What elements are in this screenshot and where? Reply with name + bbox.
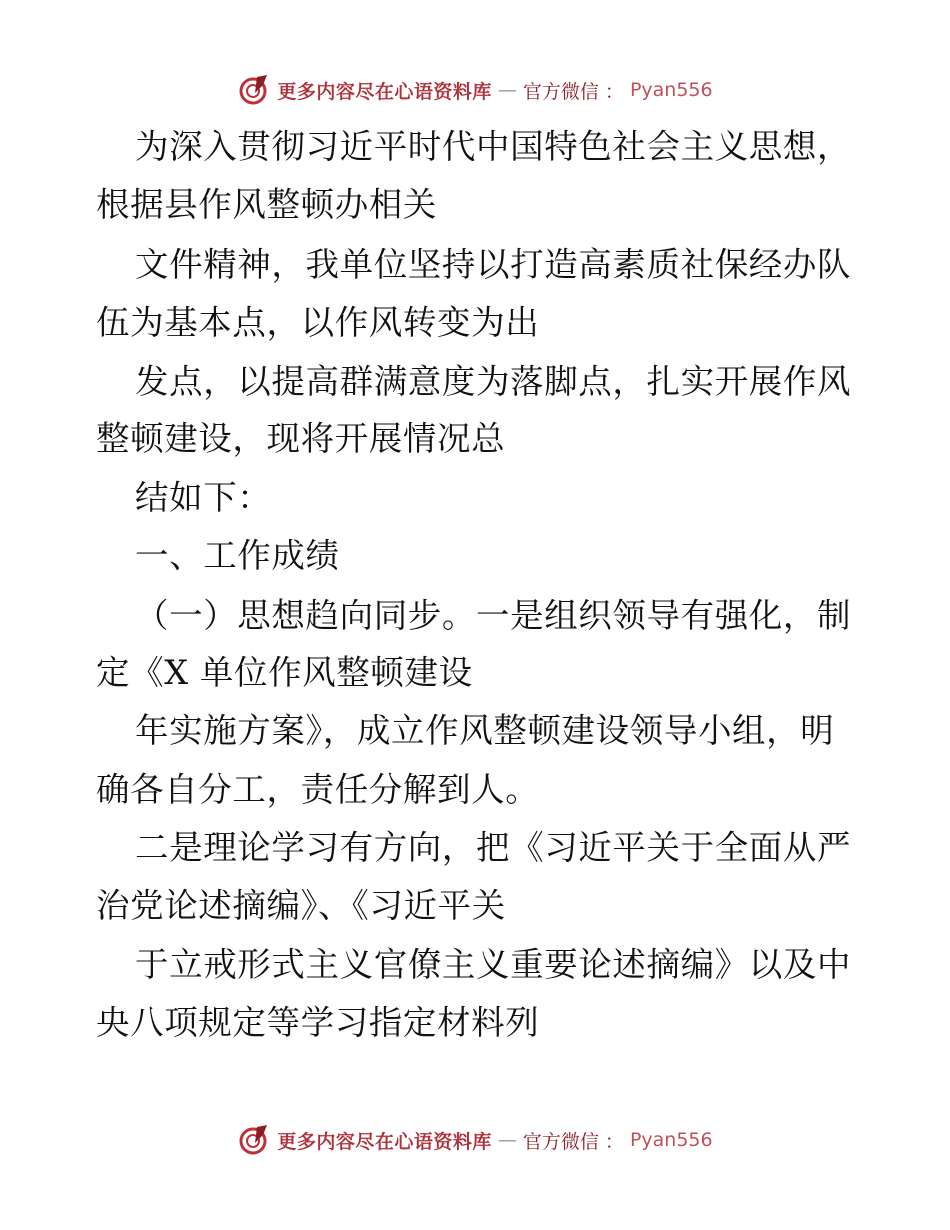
watermark-wechat-label: 官方微信	[522, 1130, 599, 1153]
body-line: 治党论述摘编》、《习近平关	[96, 886, 506, 925]
body-line: 央八项规定等学习指定材料列	[96, 1003, 540, 1042]
body-line: （一）思想趋向同步。一是组织领导有强化，制	[135, 596, 852, 635]
ring-with-pen-logo-icon	[237, 73, 271, 107]
body-line: 文件精神，我单位坚持以打造高素质社保经办队	[135, 245, 852, 284]
body-line: 二是理论学习有方向，把《习近平关于全面从严	[135, 828, 852, 867]
body-line: 于立戒形式主义官僚主义重要论述摘编》以及中	[135, 945, 852, 984]
watermark-dash: —	[497, 1129, 517, 1151]
body-line: 为深入贯彻习近平时代中国特色社会主义思想，	[135, 127, 852, 166]
watermark-lead-text: 更多内容尽在心语资料库	[277, 80, 492, 103]
body-line: 年实施方案》，成立作风整顿建设领导小组，明	[135, 711, 835, 750]
watermark-footer	[0, 1120, 950, 1160]
body-line: 整顿建设，现将开展情况总	[96, 419, 506, 458]
ring-with-pen-logo-icon	[237, 1123, 271, 1157]
watermark-dash: —	[497, 79, 517, 101]
body-line: 根据县作风整顿办相关	[96, 185, 437, 224]
section-heading: 一、工作成绩	[135, 536, 340, 575]
body-line: 结如下：	[135, 478, 272, 517]
body-line: 发点，以提高群满意度为落脚点，扎实开展作风	[135, 362, 852, 401]
watermark-colon: ：	[604, 1130, 624, 1153]
watermark-lead-text: 更多内容尽在心语资料库	[277, 1130, 492, 1153]
body-line: 伍为基本点，以作风转变为出	[96, 303, 540, 342]
body-line: 确各自分工，责任分解到人。	[96, 770, 540, 809]
watermark-colon: ：	[604, 80, 624, 103]
watermark-wechat-id: Pyan556	[629, 1129, 713, 1151]
watermark-wechat-id: Pyan556	[629, 79, 713, 101]
watermark-header	[0, 70, 950, 110]
watermark-wechat-label: 官方微信	[522, 80, 599, 103]
body-line: 定《X 单位作风整顿建设	[96, 653, 473, 692]
